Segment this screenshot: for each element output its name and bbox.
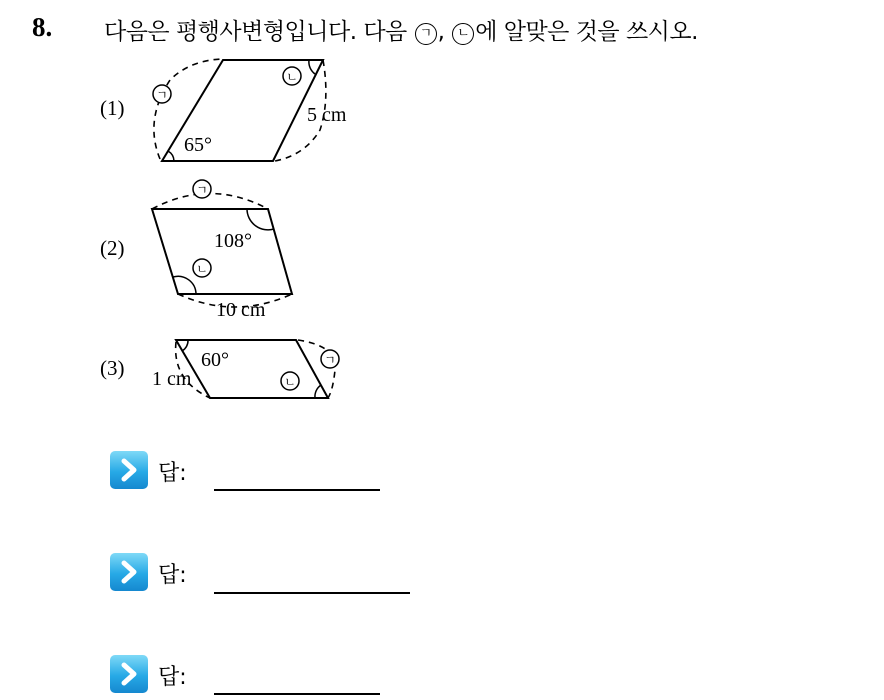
answer-3-blank[interactable] (214, 693, 380, 695)
problem-2-side: 10 cm (216, 299, 266, 321)
question-text (104, 13, 698, 46)
circled-mark-b: ㄴ (452, 23, 474, 45)
problem-1-figure (140, 50, 370, 180)
answer-1-label: 답: (158, 461, 187, 486)
question-comma: , (437, 19, 445, 45)
answer-2-label: 답: (158, 563, 187, 588)
answer-2-chevron-right-icon (110, 553, 148, 591)
problem-3-figure (140, 330, 370, 410)
problem-3-mark-b: ㄴ (284, 375, 296, 389)
answer-1-chevron-right-icon (110, 451, 148, 489)
answer-3-chevron-right-icon (110, 655, 148, 693)
problem-1-angle: 65° (184, 134, 212, 156)
question-text-after: 에 알맞은 것을 쓰시오. (475, 19, 698, 45)
answer-1-blank[interactable] (214, 489, 380, 491)
problem-2-mark-a: ㄱ (196, 183, 208, 197)
problem-1-mark-a: ㄱ (156, 88, 168, 102)
problem-2-angle: 108° (214, 230, 252, 252)
problem-3-angle: 60° (201, 349, 229, 371)
problem-3-side: 1 cm (152, 368, 192, 390)
problem-3-mark-a: ㄱ (324, 353, 336, 367)
answer-3-label: 답: (158, 665, 187, 690)
problem-2-mark-b: ㄴ (196, 262, 208, 276)
problem-1-label: (1) (100, 96, 125, 120)
problem-2-label: (2) (100, 236, 125, 260)
question-text-before: 다음은 평행사변형입니다. 다음 (104, 19, 414, 45)
problem-1-mark-b: ㄴ (286, 70, 298, 84)
question-number: 8. (32, 12, 53, 42)
problem-1-side: 5 cm (307, 104, 347, 126)
problem-3-label: (3) (100, 356, 125, 380)
answer-2-blank[interactable] (214, 592, 410, 594)
problem-2-figure (140, 170, 370, 320)
circled-mark-a: ㄱ (415, 23, 437, 45)
